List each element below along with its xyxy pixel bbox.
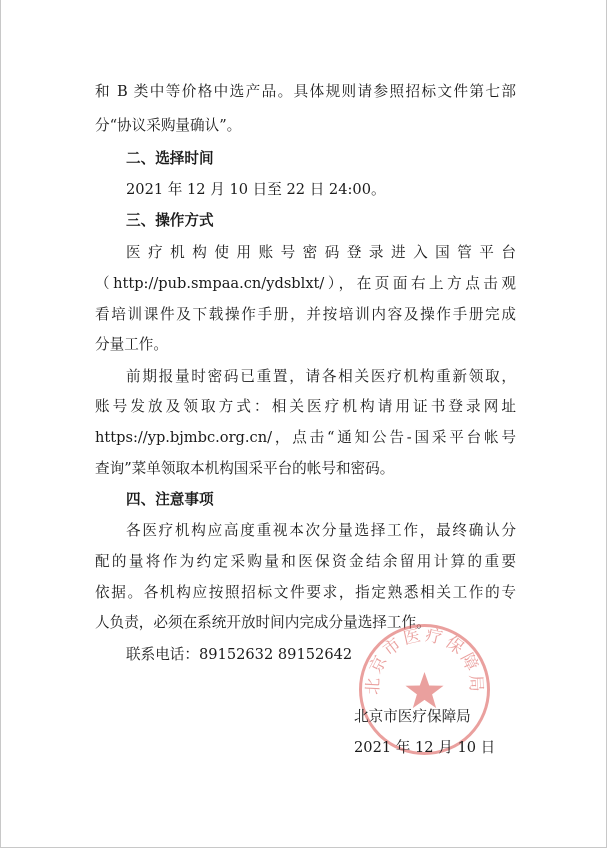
operation-para2-line-4: 查询”菜单领取本机构国采平台的帐号和密码。 — [95, 460, 395, 477]
official-seal-icon — [357, 622, 492, 757]
intro-line-2: 分“协议采购量确认”。 — [95, 117, 242, 134]
operation-para1-line-2: （http://pub.smpaa.cn/ydsblxt/），在页面右上方点击观 — [95, 275, 516, 292]
intro-line-1: 和 B 类中等价格中选产品。具体规则请参照招标文件第七部 — [95, 83, 516, 100]
operation-para2-line-3: https://yp.bjmbc.org.cn/，点击“通知公告-国采平台帐号 — [95, 429, 516, 446]
selection-time-text: 2021 年 12 月 10 日至 22 日 24:00。 — [126, 181, 386, 198]
issuing-organization: 北京市医疗保障局 — [354, 708, 471, 725]
section-heading-time: 二、选择时间 — [126, 150, 214, 167]
issue-date: 2021 年 12 月 10 日 — [354, 739, 496, 756]
section-heading-notes: 四、注意事项 — [126, 491, 214, 508]
operation-para1-line-4: 分量工作。 — [95, 336, 168, 353]
operation-para1-line-3: 看培训课件及下载操作手册，并按培训内容及操作手册完成 — [95, 306, 516, 323]
operation-para2-line-1: 前期报量时密码已重置，请各相关医疗机构重新领取， — [126, 368, 516, 385]
notes-para-line-3: 依据。各机构应按照招标文件要求，指定熟悉相关工作的专 — [95, 584, 516, 601]
notes-para-line-2: 配的量将作为约定采购量和医保资金结余留用计算的重要 — [95, 553, 516, 570]
notes-para-line-1: 各医疗机构应高度重视本次分量选择工作，最终确认分 — [126, 522, 516, 539]
section-heading-operation: 三、操作方式 — [126, 212, 214, 229]
operation-para2-line-2: 账号发放及领取方式：相关医疗机构请用证书登录网址 — [95, 398, 516, 415]
contact-phone: 联系电话：89152632 89152642 — [126, 646, 353, 663]
notes-para-line-4: 人负责，必须在系统开放时间内完成分量选择工作。 — [95, 614, 431, 631]
operation-para1-line-1: 医疗机构使用账号密码登录进入国管平台 — [126, 244, 516, 261]
svg-text:北京市医疗保障局: 北京市医疗保障局 — [363, 625, 486, 696]
